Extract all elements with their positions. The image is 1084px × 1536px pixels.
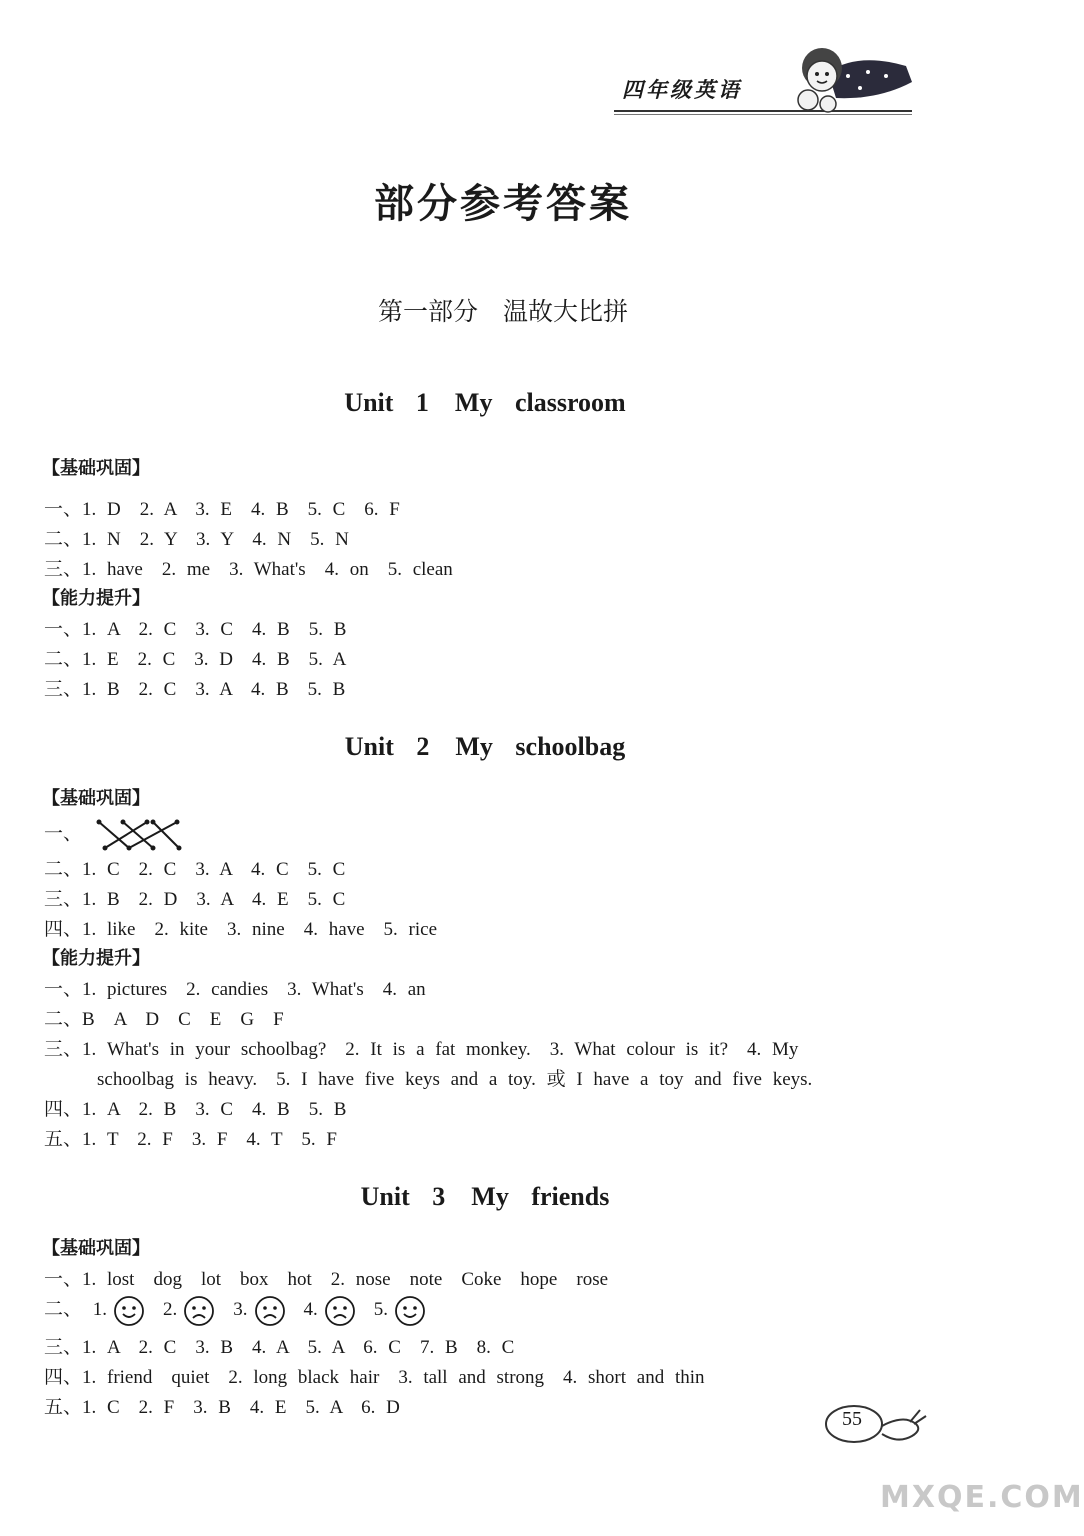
section-label: 【能力提升】 <box>42 588 150 609</box>
unit-3-title: Unit 3 My friends <box>360 1182 610 1211</box>
answer-line-faces <box>44 1294 426 1327</box>
sad-face-icon <box>254 1295 286 1327</box>
answer-line: 一、1. pictures 2. candies 3. What's 4. an <box>44 979 426 1000</box>
answer-line: 四、1. friend quiet 2. long black hair 3. tall and strong 4. short and thin <box>44 1367 705 1388</box>
book-header-title: 四年级英语 <box>622 77 742 102</box>
answer-line: 一、1. D 2. A 3. E 4. B 5. C 6. F <box>44 499 400 520</box>
part-title: 第一部分 温故大比拼 <box>377 297 628 326</box>
section-label: 【能力提升】 <box>42 948 150 969</box>
answer-line: 二、1. N 2. Y 3. Y 4. N 5. N <box>44 529 349 550</box>
answer-line: 四、1. A 2. B 3. C 4. B 5. B <box>44 1099 347 1120</box>
answer-line: 五、1. T 2. F 3. F 4. T 5. F <box>44 1129 337 1150</box>
smiley-face-icon <box>394 1295 426 1327</box>
face-item-number: 1. <box>92 1299 108 1320</box>
answer-line-matching <box>44 818 189 852</box>
smiley-face-icon <box>113 1295 145 1327</box>
answer-line-prefix: 二、 <box>44 1299 83 1320</box>
section-label: 【基础巩固】 <box>42 1238 150 1259</box>
answer-line: 二、1. E 2. C 3. D 4. B 5. A <box>44 649 347 670</box>
page-number-badge-icon <box>818 1400 938 1460</box>
answer-line: 三、1. B 2. C 3. A 4. B 5. B <box>44 679 346 700</box>
answer-line: 五、1. C 2. F 3. B 4. E 5. A 6. D <box>44 1397 400 1418</box>
sad-face-icon <box>324 1295 356 1327</box>
answer-line: 三、1. A 2. C 3. B 4. A 5. A 6. C 7. B 8. C <box>44 1337 515 1358</box>
sad-face-icon <box>183 1295 215 1327</box>
face-item-number: 5. <box>373 1299 389 1320</box>
answer-line: 三、1. have 2. me 3. What's 4. on 5. clean <box>44 559 453 580</box>
answer-line: 一、1. A 2. C 3. C 4. B 5. B <box>44 619 347 640</box>
answer-line: 二、B A D C E G F <box>44 1009 284 1030</box>
face-item-number: 4. <box>303 1299 318 1320</box>
unit-2-title: Unit 2 My schoolbag <box>344 732 626 761</box>
section-label: 【基础巩固】 <box>42 788 150 809</box>
answer-line: 二、1. C 2. C 3. A 4. C 5. C <box>44 859 346 880</box>
answer-line: 三、1. B 2. D 3. A 4. E 5. C <box>44 889 346 910</box>
answer-line-continued: schoolbag is heavy. 5. I have five keys and a toy. 或 I have a toy and five keys. <box>97 1069 813 1090</box>
page-title: 部分参考答案 <box>374 181 632 227</box>
unit-1-title: Unit 1 My classroom <box>344 388 626 417</box>
matching-lines-icon <box>93 818 189 852</box>
face-item-number: 3. <box>233 1299 248 1320</box>
watermark-text: MXQE.COM <box>880 1480 1084 1515</box>
answer-line-prefix: 一、 <box>44 823 83 845</box>
section-label: 【基础巩固】 <box>42 458 150 479</box>
answer-line: 一、1. lost dog lot box hot 2. nose note Coke hope rose <box>44 1269 609 1290</box>
face-item-number: 2. <box>163 1299 178 1320</box>
page-number: 55 <box>842 1408 862 1430</box>
child-mascot-icon <box>788 42 916 122</box>
answer-line: 三、1. What's in your schoolbag? 2. It is a fat monkey. 3. What colour is it? 4. My <box>44 1039 799 1060</box>
answer-line: 四、1. like 2. kite 3. nine 4. have 5. rice <box>44 919 438 940</box>
